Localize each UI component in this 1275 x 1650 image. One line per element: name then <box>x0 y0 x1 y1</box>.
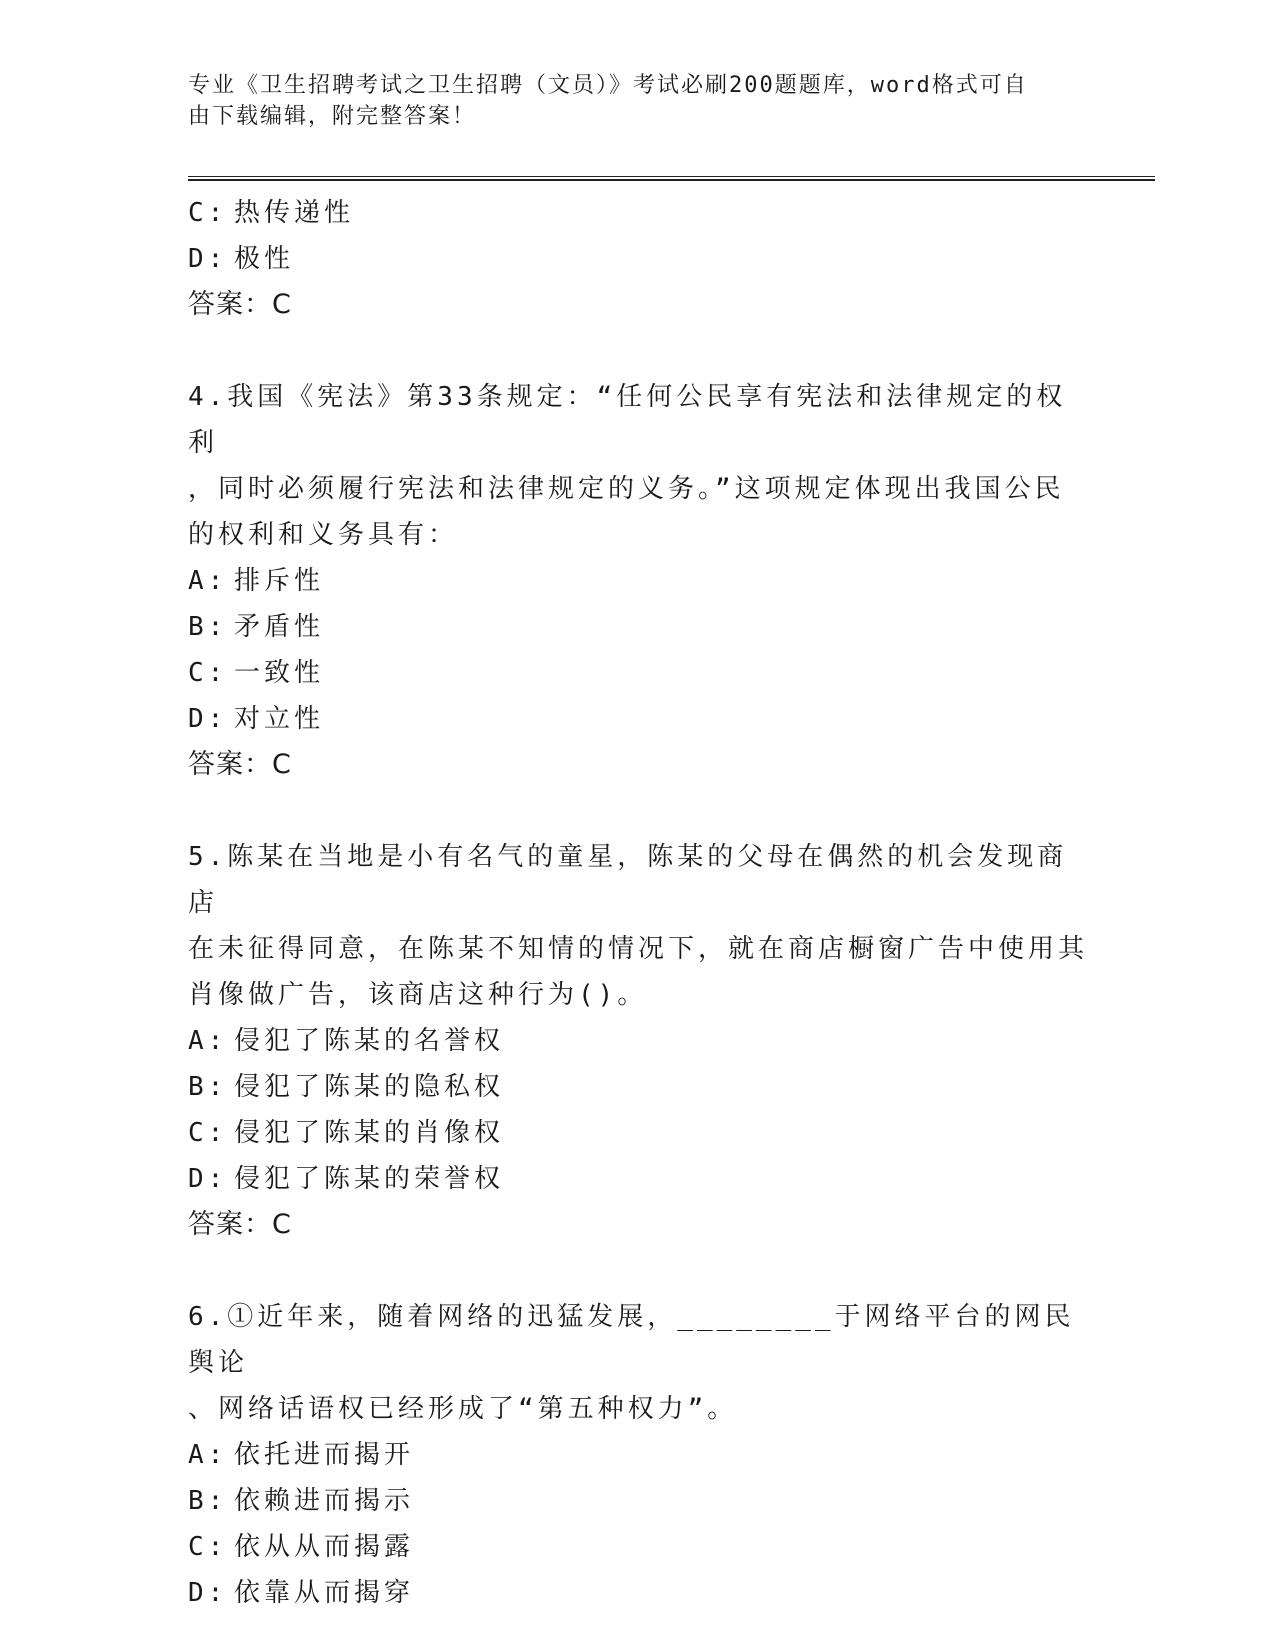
option-key: A: <box>188 566 228 596</box>
option-c <box>188 1110 1088 1156</box>
option-key: C: <box>188 1532 228 1562</box>
question-6 <box>188 1294 1088 1616</box>
option-text: 依从从而揭露 <box>234 1532 415 1562</box>
option-b <box>188 1478 1088 1524</box>
option-text: 依赖进而揭示 <box>234 1486 415 1516</box>
option-text: 依靠从而揭穿 <box>234 1578 415 1608</box>
option-key: B: <box>188 1486 228 1516</box>
option-key: A: <box>188 1440 228 1470</box>
question-stem-line: 的权利和义务具有： <box>188 520 459 550</box>
option-key: D: <box>188 244 228 274</box>
document-body <box>188 190 1088 1616</box>
option-a <box>188 1018 1088 1064</box>
option-key: D: <box>188 704 228 734</box>
option-a <box>188 1432 1088 1478</box>
question-stem-line: 5.陈某在当地是小有名气的童星，陈某的父母在偶然的机会发现商店 <box>188 842 1068 918</box>
option-d <box>188 1156 1088 1202</box>
option-b <box>188 1064 1088 1110</box>
option-text: 矛盾性 <box>234 612 325 642</box>
spacer <box>188 788 1088 834</box>
option-key: B: <box>188 612 228 642</box>
option-text: 依托进而揭开 <box>234 1440 415 1470</box>
question-stem-line: 、网络话语权已经形成了“第五种权力”。 <box>188 1394 738 1424</box>
option-key: A: <box>188 1026 228 1056</box>
option-c <box>188 190 1088 236</box>
question-stem-line: 4.我国《宪法》第33条规定：“任何公民享有宪法和法律规定的权利 <box>188 382 1067 458</box>
option-key: C: <box>188 658 228 688</box>
option-key: C: <box>188 1118 228 1148</box>
answer-line: 答案：C <box>188 1209 292 1240</box>
option-d <box>188 1570 1088 1616</box>
question-stem-line: 肖像做广告，该商店这种行为()。 <box>188 980 648 1010</box>
option-c <box>188 1524 1088 1570</box>
option-text: 热传递性 <box>234 198 355 228</box>
option-text: 一致性 <box>234 658 325 688</box>
answer-line: 答案：C <box>188 749 292 780</box>
option-d <box>188 236 1088 282</box>
option-text: 排斥性 <box>234 566 325 596</box>
spacer <box>188 328 1088 374</box>
option-key: B: <box>188 1072 228 1102</box>
question-4 <box>188 374 1088 788</box>
question-stem-line: 在未征得同意，在陈某不知情的情况下，就在商店橱窗广告中使用其 <box>188 934 1089 964</box>
option-key: D: <box>188 1164 228 1194</box>
option-key: C: <box>188 198 228 228</box>
question-stem-line: 6.①近年来，随着网络的迅猛发展，________于网络平台的网民舆论 <box>188 1302 1075 1378</box>
header-line-2: 由下载编辑，附完整答案！ <box>188 104 477 129</box>
option-a <box>188 558 1088 604</box>
option-text: 对立性 <box>234 704 325 734</box>
option-text: 极性 <box>234 244 295 274</box>
question-stem-line: ，同时必须履行宪法和法律规定的义务。”这项规定体现出我国公民 <box>188 474 1065 504</box>
option-text: 侵犯了陈某的荣誉权 <box>234 1164 505 1194</box>
option-key: D: <box>188 1578 228 1608</box>
option-c <box>188 650 1088 696</box>
option-b <box>188 604 1088 650</box>
header-divider <box>188 176 1155 181</box>
header-line-1: 专业《卫生招聘考试之卫生招聘（文员）》考试必刷200题题库，word格式可自 <box>188 73 1028 98</box>
page-header <box>188 70 1068 132</box>
spacer <box>188 1248 1088 1294</box>
option-text: 侵犯了陈某的肖像权 <box>234 1118 505 1148</box>
option-text: 侵犯了陈某的隐私权 <box>234 1072 505 1102</box>
answer-line: 答案：C <box>188 289 292 320</box>
previous-question <box>188 190 1088 328</box>
question-5 <box>188 834 1088 1248</box>
option-d <box>188 696 1088 742</box>
option-text: 侵犯了陈某的名誉权 <box>234 1026 505 1056</box>
